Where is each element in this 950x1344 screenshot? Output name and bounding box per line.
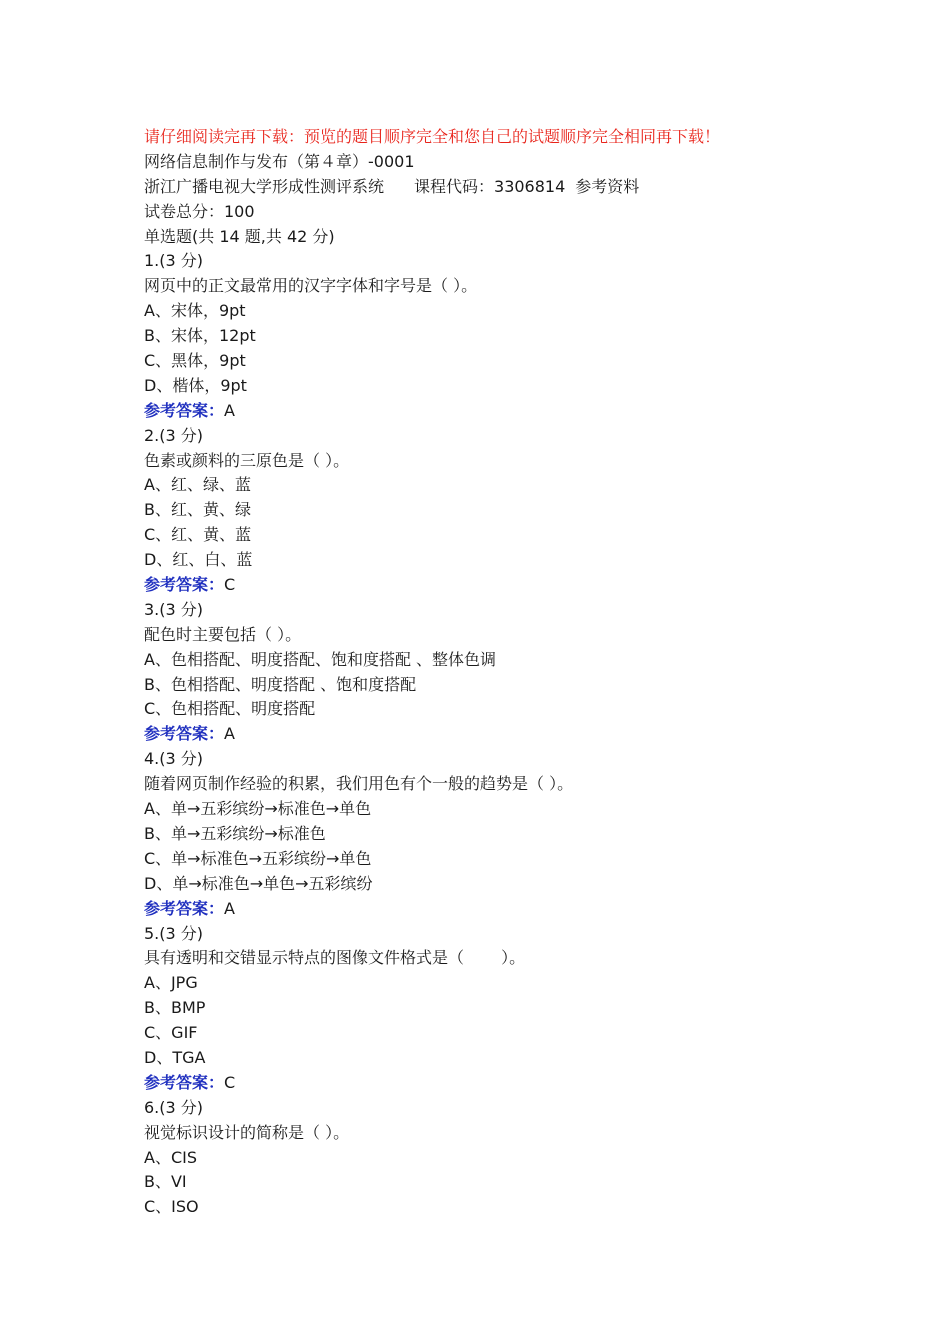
option-a: A、宋体，9pt <box>144 301 246 321</box>
question-block <box>144 598 844 747</box>
question-block <box>144 249 844 423</box>
school-name: 浙江广播电视大学形成性测评系统 <box>144 176 385 196</box>
question-number: 5.(3 分) <box>144 923 204 943</box>
answer-line <box>144 897 844 922</box>
question-block <box>144 922 844 1096</box>
option-d: D、红、白、蓝 <box>144 550 253 570</box>
answer-value: A <box>224 400 235 420</box>
answer-line <box>144 722 844 747</box>
question-number: 1.(3 分) <box>144 251 204 271</box>
question-text: 网页中的正文最常用的汉字字体和字号是（ ）。 <box>144 276 478 296</box>
download-warning: 请仔细阅读完再下载：预览的题目顺序完全和您自己的试题顺序完全相同再下载！ <box>144 127 721 146</box>
question-number: 6.(3 分) <box>144 1097 204 1117</box>
answer-label: 参考答案： <box>144 400 225 420</box>
option-c: C、红、黄、蓝 <box>144 525 252 545</box>
answer-label: 参考答案： <box>144 898 225 918</box>
option-c: C、色相搭配、明度搭配 <box>144 699 316 719</box>
option-d: D、单→标准色→单色→五彩缤纷 <box>144 873 373 893</box>
question-text: 具有透明和交错显示特点的图像文件格式是（ ）。 <box>144 948 526 968</box>
school-line <box>144 175 844 200</box>
question-block <box>144 424 844 598</box>
option-a: A、红、绿、蓝 <box>144 475 251 495</box>
option-d: D、TGA <box>144 1047 206 1067</box>
answer-label: 参考答案： <box>144 724 225 744</box>
answer-label: 参考答案： <box>144 1072 225 1092</box>
option-b: B、BMP <box>144 998 206 1018</box>
document-page <box>144 125 844 1220</box>
answer-line <box>144 1071 844 1096</box>
question-block <box>144 747 844 921</box>
question-number: 3.(3 分) <box>144 599 204 619</box>
question-text: 色素或颜料的三原色是（ ）。 <box>144 450 350 470</box>
option-b: B、单→五彩缤纷→标准色 <box>144 823 326 843</box>
answer-value: C <box>224 1072 236 1092</box>
option-c: C、黑体，9pt <box>144 351 246 371</box>
answer-line <box>144 399 844 424</box>
option-a: A、CIS <box>144 1147 197 1167</box>
answer-value: C <box>224 575 236 595</box>
question-block <box>144 1096 844 1220</box>
question-text: 随着网页制作经验的积累，我们用色有个一般的趋势是（ ）。 <box>144 774 574 794</box>
question-number: 2.(3 分) <box>144 425 204 445</box>
course-code: 课程代码：3306814 <box>414 176 566 196</box>
answer-label: 参考答案： <box>144 575 225 595</box>
option-c: C、GIF <box>144 1023 198 1043</box>
option-d: D、楷体，9pt <box>144 375 247 395</box>
question-number: 4.(3 分) <box>144 749 204 769</box>
option-a: A、JPG <box>144 973 198 993</box>
option-b: B、色相搭配、明度搭配 、饱和度搭配 <box>144 674 417 694</box>
reference-label: 参考资料 <box>575 176 640 196</box>
question-text: 配色时主要包括（ ）。 <box>144 624 302 644</box>
total-score: 试卷总分：100 <box>144 201 255 221</box>
answer-value: A <box>224 898 235 918</box>
option-b: B、VI <box>144 1172 187 1192</box>
option-a: A、单→五彩缤纷→标准色→单色 <box>144 799 372 819</box>
option-c: C、ISO <box>144 1197 199 1217</box>
option-a: A、色相搭配、明度搭配、饱和度搭配 、整体色调 <box>144 649 497 669</box>
option-c: C、单→标准色→五彩缤纷→单色 <box>144 848 372 868</box>
exam-title: 网络信息制作与发布（第４章）-0001 <box>144 151 415 171</box>
option-b: B、宋体，12pt <box>144 326 256 346</box>
question-text: 视觉标识设计的简称是（ ）。 <box>144 1122 350 1142</box>
section-heading: 单选题(共 14 题,共 42 分) <box>144 226 335 246</box>
option-b: B、红、黄、绿 <box>144 500 251 520</box>
answer-value: A <box>224 724 235 744</box>
answer-line <box>144 573 844 598</box>
